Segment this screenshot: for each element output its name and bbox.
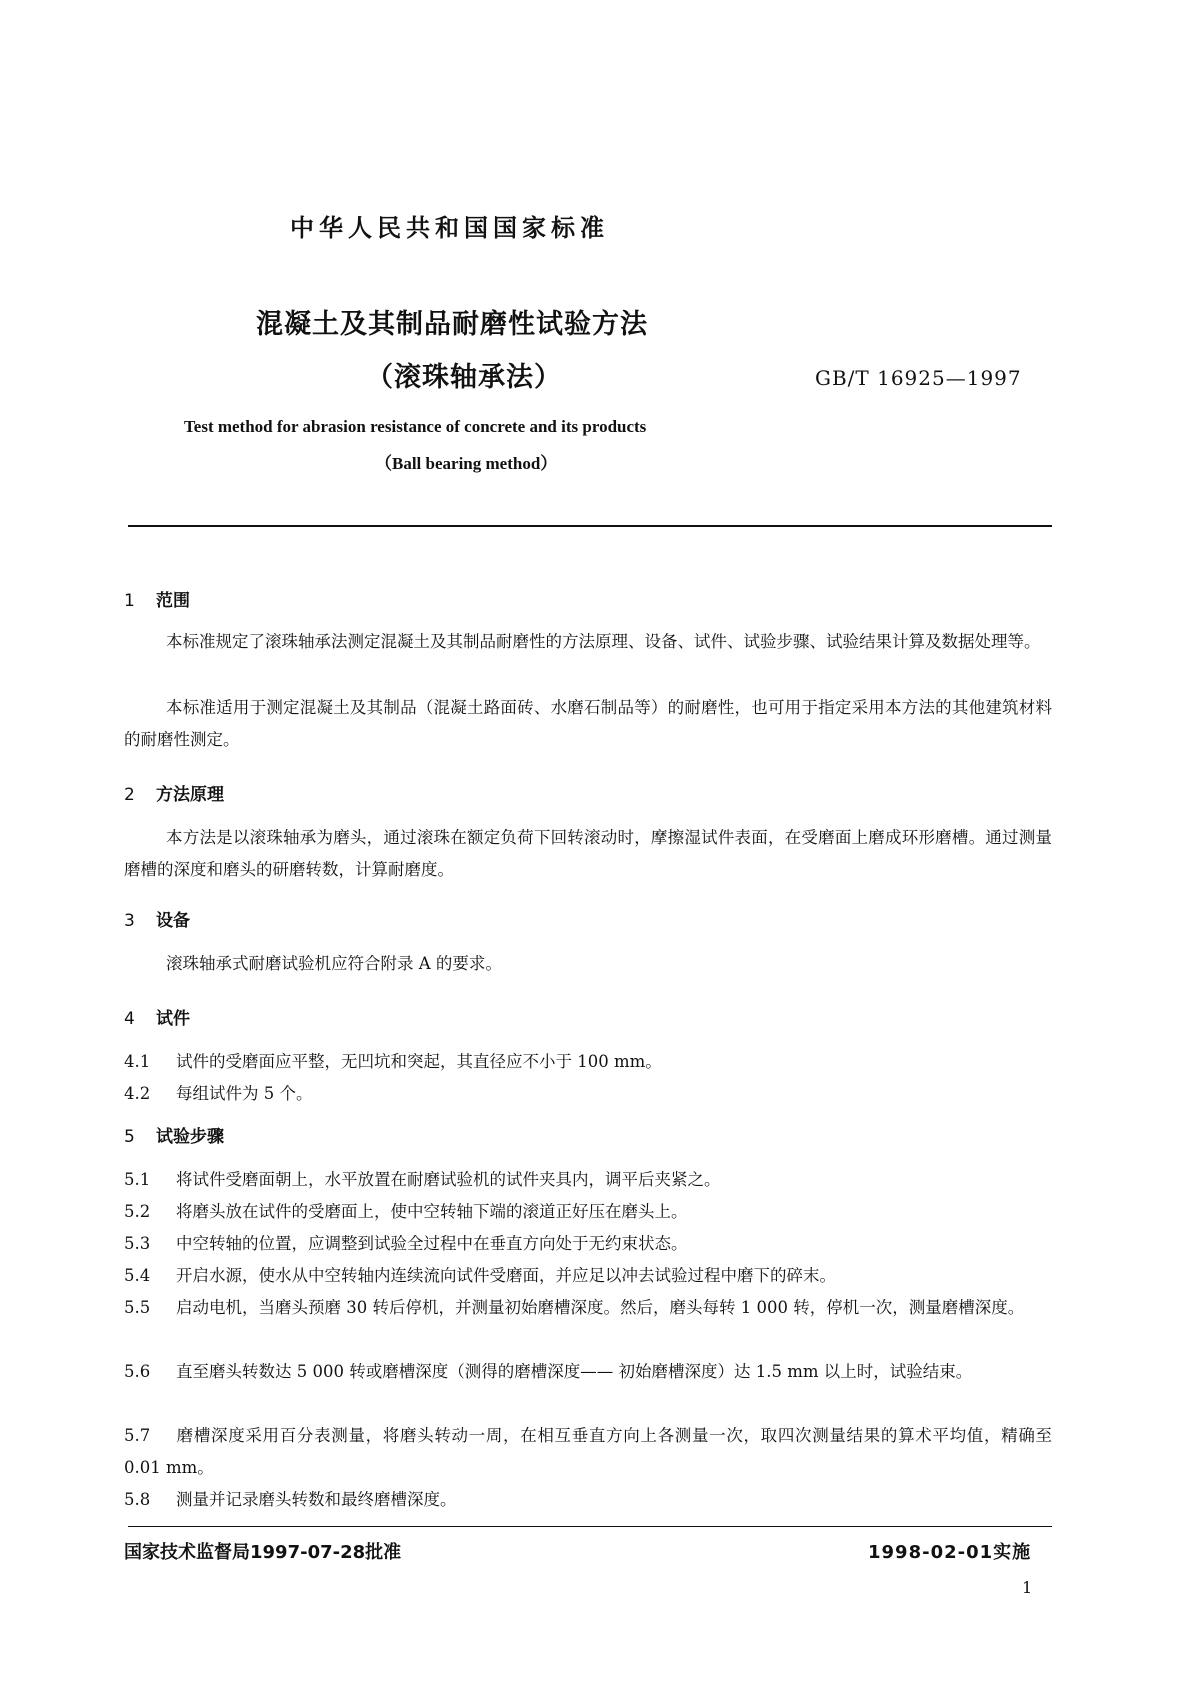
- clause-5-7: [124, 1420, 1052, 1484]
- section-number: 2: [124, 785, 135, 805]
- clause-number: 5.4: [124, 1266, 151, 1285]
- clause-text: 启动电机，当磨头预磨 30 转后停机，并测量初始磨槽深度。然后，磨头每转 1 000 转，停机一次，测量磨槽深度。: [176, 1298, 1025, 1317]
- clause-number: 5.3: [124, 1234, 151, 1253]
- clause-number: 5.7: [124, 1426, 151, 1445]
- clause-5-4: [124, 1260, 1052, 1292]
- footer-divider: [128, 1526, 1052, 1527]
- section-4-heading: [124, 1004, 190, 1029]
- clause-number: 5.5: [124, 1298, 151, 1317]
- clause-text: 试件的受磨面应平整，无凹坑和突起，其直径应不小于 100 mm。: [176, 1052, 662, 1071]
- clause-5-5: [124, 1292, 1052, 1324]
- document-subtitle-cn: （滚珠轴承法）: [366, 362, 562, 393]
- section-3-heading: [124, 906, 190, 931]
- section-1-paragraph-1: 本标准规定了滚珠轴承法测定混凝土及其制品耐磨性的方法原理、设备、试件、试验步骤、试验结果计算及数据处理等。: [166, 632, 1041, 651]
- clause-text: 开启水源，使水从中空转轴内连续流向试件受磨面，并应足以冲去试验过程中磨下的碎末。: [176, 1266, 836, 1285]
- clause-4-2: [124, 1078, 1052, 1110]
- document-title-en: Test method for abrasion resistance of concrete and its products: [184, 417, 647, 436]
- section-number: 4: [124, 1009, 135, 1029]
- clause-5-1: [124, 1164, 1052, 1196]
- section-title: 试验步骤: [156, 1127, 224, 1147]
- clause-number: 5.6: [124, 1362, 151, 1381]
- standard-number: GB/T 16925—1997: [815, 366, 1022, 390]
- clause-number: 5.2: [124, 1202, 151, 1221]
- clause-number: 5.8: [124, 1490, 151, 1509]
- header-divider: [128, 525, 1052, 527]
- document-title-cn: 混凝土及其制品耐磨性试验方法: [256, 309, 648, 340]
- section-3-paragraph-1: 滚珠轴承式耐磨试验机应符合附录 A 的要求。: [166, 954, 502, 973]
- clause-5-2: [124, 1196, 1052, 1228]
- clause-5-6: [124, 1356, 1052, 1388]
- clause-5-8: [124, 1484, 1052, 1516]
- clause-number: 4.2: [124, 1084, 151, 1103]
- section-5-heading: [124, 1122, 224, 1147]
- section-number: 1: [124, 591, 135, 611]
- clause-number: 5.1: [124, 1170, 151, 1189]
- clause-number: 4.1: [124, 1052, 151, 1071]
- page-number: 1: [1022, 1578, 1033, 1597]
- clause-text: 将试件受磨面朝上，水平放置在耐磨试验机的试件夹具内，调平后夹紧之。: [176, 1170, 721, 1189]
- clause-text: 每组试件为 5 个。: [176, 1084, 313, 1103]
- section-number: 5: [124, 1127, 135, 1147]
- national-standard-label: 中华人民共和国国家标准: [290, 214, 609, 242]
- document-subtitle-en: （Ball bearing method）: [375, 454, 558, 473]
- section-title: 设备: [156, 911, 190, 931]
- clause-text: 将磨头放在试件的受磨面上，使中空转轴下端的滚道正好压在磨头上。: [176, 1202, 688, 1221]
- approval-date: 国家技术监督局1997-07-28批准: [124, 1542, 402, 1563]
- section-title: 试件: [156, 1009, 190, 1029]
- clause-4-1: [124, 1046, 1052, 1078]
- section-1-paragraph-2: 本标准适用于测定混凝土及其制品（混凝土路面砖、水磨石制品等）的耐磨性，也可用于指定采用本方法的其他建筑材料的耐磨性测定。: [124, 698, 1052, 749]
- section-2-paragraph-1: 本方法是以滚珠轴承为磨头，通过滚珠在额定负荷下回转滚动时，摩擦湿试件表面，在受磨面上磨成环形磨槽。通过测量磨槽的深度和磨头的研磨转数，计算耐磨度。: [124, 828, 1052, 879]
- clause-text: 磨槽深度采用百分表测量，将磨头转动一周，在相互垂直方向上各测量一次，取四次测量结果的算术平均值，精确至 0.01 mm。: [124, 1426, 1052, 1477]
- clause-text: 中空转轴的位置，应调整到试验全过程中在垂直方向处于无约束状态。: [176, 1234, 688, 1253]
- section-1-heading: [124, 586, 190, 611]
- section-2-heading: [124, 780, 224, 805]
- clause-5-3: [124, 1228, 1052, 1260]
- section-title: 方法原理: [156, 785, 224, 805]
- section-number: 3: [124, 911, 135, 931]
- clause-text: 直至磨头转数达 5 000 转或磨槽深度（测得的磨槽深度—— 初始磨槽深度）达 1.5 mm 以上时，试验结束。: [176, 1362, 973, 1381]
- section-title: 范围: [156, 591, 190, 611]
- implementation-date: 1998-02-01实施: [868, 1542, 1032, 1563]
- clause-text: 测量并记录磨头转数和最终磨槽深度。: [176, 1490, 457, 1509]
